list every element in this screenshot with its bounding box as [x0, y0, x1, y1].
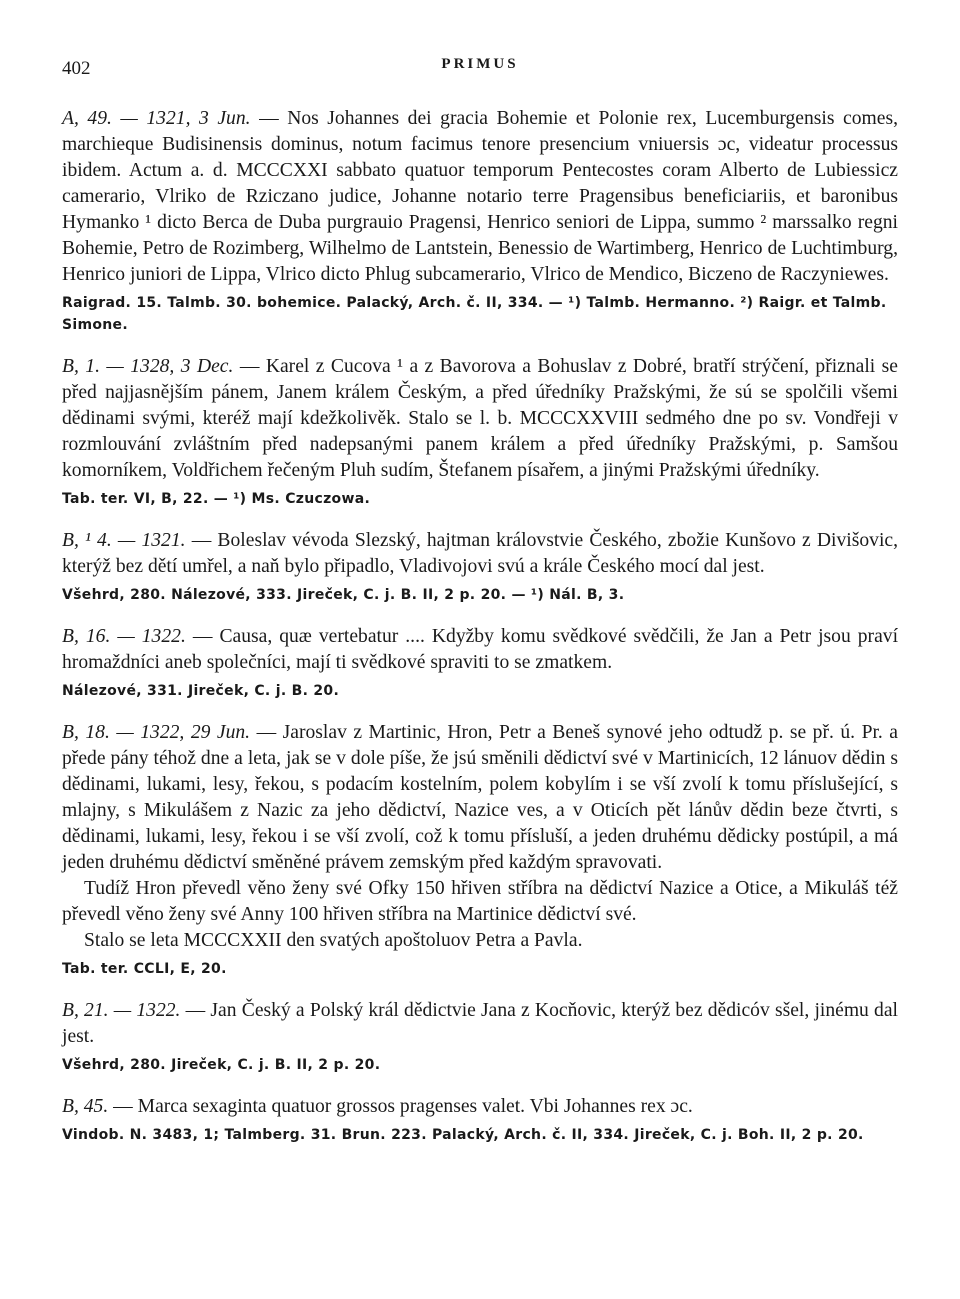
source-note: Všehrd, 280. Nálezové, 333. Jireček, C. j. B. II, 2 p. 20. — ¹) Nál. B, 3.: [62, 587, 625, 603]
entry-b18: [62, 720, 898, 980]
source-note: Tab. ter. VI, B, 22. — ¹) Ms. Czuczowa.: [62, 491, 371, 507]
entry-body: — Boleslav vévoda Slezský, hajtman královstvie Českého, zbožie Kunšovo z Divišovic, kterýž bez dětí umřel, a naň bylo připadlo, Vladivojovi svú a krále Českého mocí dal jest.: [62, 530, 898, 577]
entry-b45: [62, 1094, 898, 1146]
entry-reference: B, ¹ 4. — 1321.: [62, 530, 186, 551]
page-header: [62, 52, 898, 88]
page-number: 402: [62, 58, 91, 79]
entry-body: — Jan Český a Polský král dědictvie Jana z Kocňovic, kterýž bez dědicóv sšel, jinému dal jest.: [62, 1000, 898, 1047]
entry-paragraph: Tudíž Hron převedl věno ženy své Ofky 150 hřiven stříbra na dědictví Nazice a Otice, a Mikuláš též převedl věno ženy své Anny 100 hřiven stříbra na Martinice dědictví své.: [62, 878, 898, 925]
entry-reference: B, 18. — 1322, 29 Jun.: [62, 722, 251, 743]
entry-reference: B, 16. — 1322.: [62, 626, 186, 647]
entry-body: — Nos Johannes dei gracia Bohemie et Polonie rex, Lucemburgensis comes, marchieque Budisinensis dominus, notum facimus tenore presencium vniuersis ɔc, videatur processus ibidem. Actum a. d. MCCCXXI sabbato quatuor temporum Pentecostes coram Alberto de Lubiessicz camerario, Vlriko de Rziczano judice, Johanne notario terre Pragensibus beneficiariis, et baronibus Hymanko ¹ dicto Berca de Duba purgrauio Pragensi, Henrico seniori de Lippa, summo ² marssalko regni Bohemie, Petro de Rozimberg, Wilhelmo de Lantstein, Benessio de Wartimberg, Henrico de Luchtimburg, Henrico juniori de Lippa, Vlrico dicto Phlug subcamerario, Vlrico de Mendico, Biczeno de Raczyniewes.: [62, 108, 898, 285]
entry-body: — Karel z Cucova ¹ a z Bavorova a Bohuslav z Dobré, bratří strýčení, přiznali se před najjasnějším pánem, Janem králem Českým, a před úředníky Pražskými, že sú se spolčili všemi dědinami svými, kteréž mají kdežkolivěk. Stalo se l. b. MCCCXXVIII sedmého dne po sv. Vondřeji v rozmlouvání zvláštním před nadepsanými panem králem a před úředníky Pražskými, p. Samšou komorníkem, Voldřichem řečeným Pluh sudím, Štefanem písařem, a jinými Pražskými úředníky.: [62, 356, 898, 481]
entry-body: — Causa, quæ vertebatur .... Kdyžby komu svědkové svědčili, že Jan a Petr jsou praví hromaždníci aneb společníci, mají ti svědkové spraviti to se zmatkem.: [62, 626, 899, 673]
entry-text: [62, 1094, 898, 1120]
entry-b4: [62, 528, 898, 606]
entry-b21: [62, 998, 898, 1076]
entry-b1: [62, 354, 898, 510]
entry-reference: B, 1. — 1328, 3 Dec.: [62, 356, 234, 377]
entry-b16: [62, 624, 898, 702]
entry-text: [62, 354, 898, 484]
source-note: Nálezové, 331. Jireček, C. j. B. 20.: [62, 683, 340, 699]
running-head: PRIMUS: [441, 56, 519, 72]
entry-a49: [62, 106, 898, 336]
page: [62, 52, 898, 1146]
entry-text: [62, 624, 898, 676]
entry-text: [62, 106, 898, 288]
source-note: Vindob. N. 3483, 1; Talmberg. 31. Brun. 223. Palacký, Arch. č. II, 334. Jireček, C. j. Boh. II, 2 p. 20.: [62, 1127, 864, 1143]
entry-body: — Marca sexaginta quatuor grossos pragenses valet. Vbi Johannes rex ɔc.: [108, 1096, 693, 1117]
entry-text: [62, 998, 898, 1050]
entry-reference: B, 21. — 1322.: [62, 1000, 181, 1021]
entry-body: — Jaroslav z Martinic, Hron, Petr a Beneš synové jeho odtudž p. se př. ú. Pr. a přede pány téhož dne a leta, jak se v dole píše, že jsú směnili dědictví své v Martinicích, 12 lánuov dědin s dědinami, lukami, lesy, řekou, s podacím kostelním, polem kobylím i se vší zvolí k tomu příslušející, s mlajny, s Mikulášem z Nazic za jeho dědictví, Nazice ves, a v Oticích pět lánův dědin beze čtvrti, s dědinami, lukami, lesy, řekou i se vší zvolí, což k tomu přísluší, a jeden druhému dědicky postúpil, a má jeden druhému dědictví směněné právem zemským před každým spravovati.: [62, 722, 898, 873]
entry-paragraph: Stalo se leta MCCCXXII den svatých apoštoluov Petra a Pavla.: [84, 930, 583, 951]
entry-reference: A, 49. — 1321, 3 Jun.: [62, 108, 251, 129]
source-note: Všehrd, 280. Jireček, C. j. B. II, 2 p. 20.: [62, 1057, 381, 1073]
entry-text: [62, 720, 898, 876]
source-note: Tab. ter. CCLI, E, 20.: [62, 961, 227, 977]
entry-reference: B, 45.: [62, 1096, 109, 1117]
entry-text: [62, 528, 898, 580]
source-note: Raigrad. 15. Talmb. 30. bohemice. Palacký, Arch. č. II, 334. — ¹) Talmb. Hermanno. ²) Raigr. et Talmb. Simone.: [62, 295, 887, 333]
